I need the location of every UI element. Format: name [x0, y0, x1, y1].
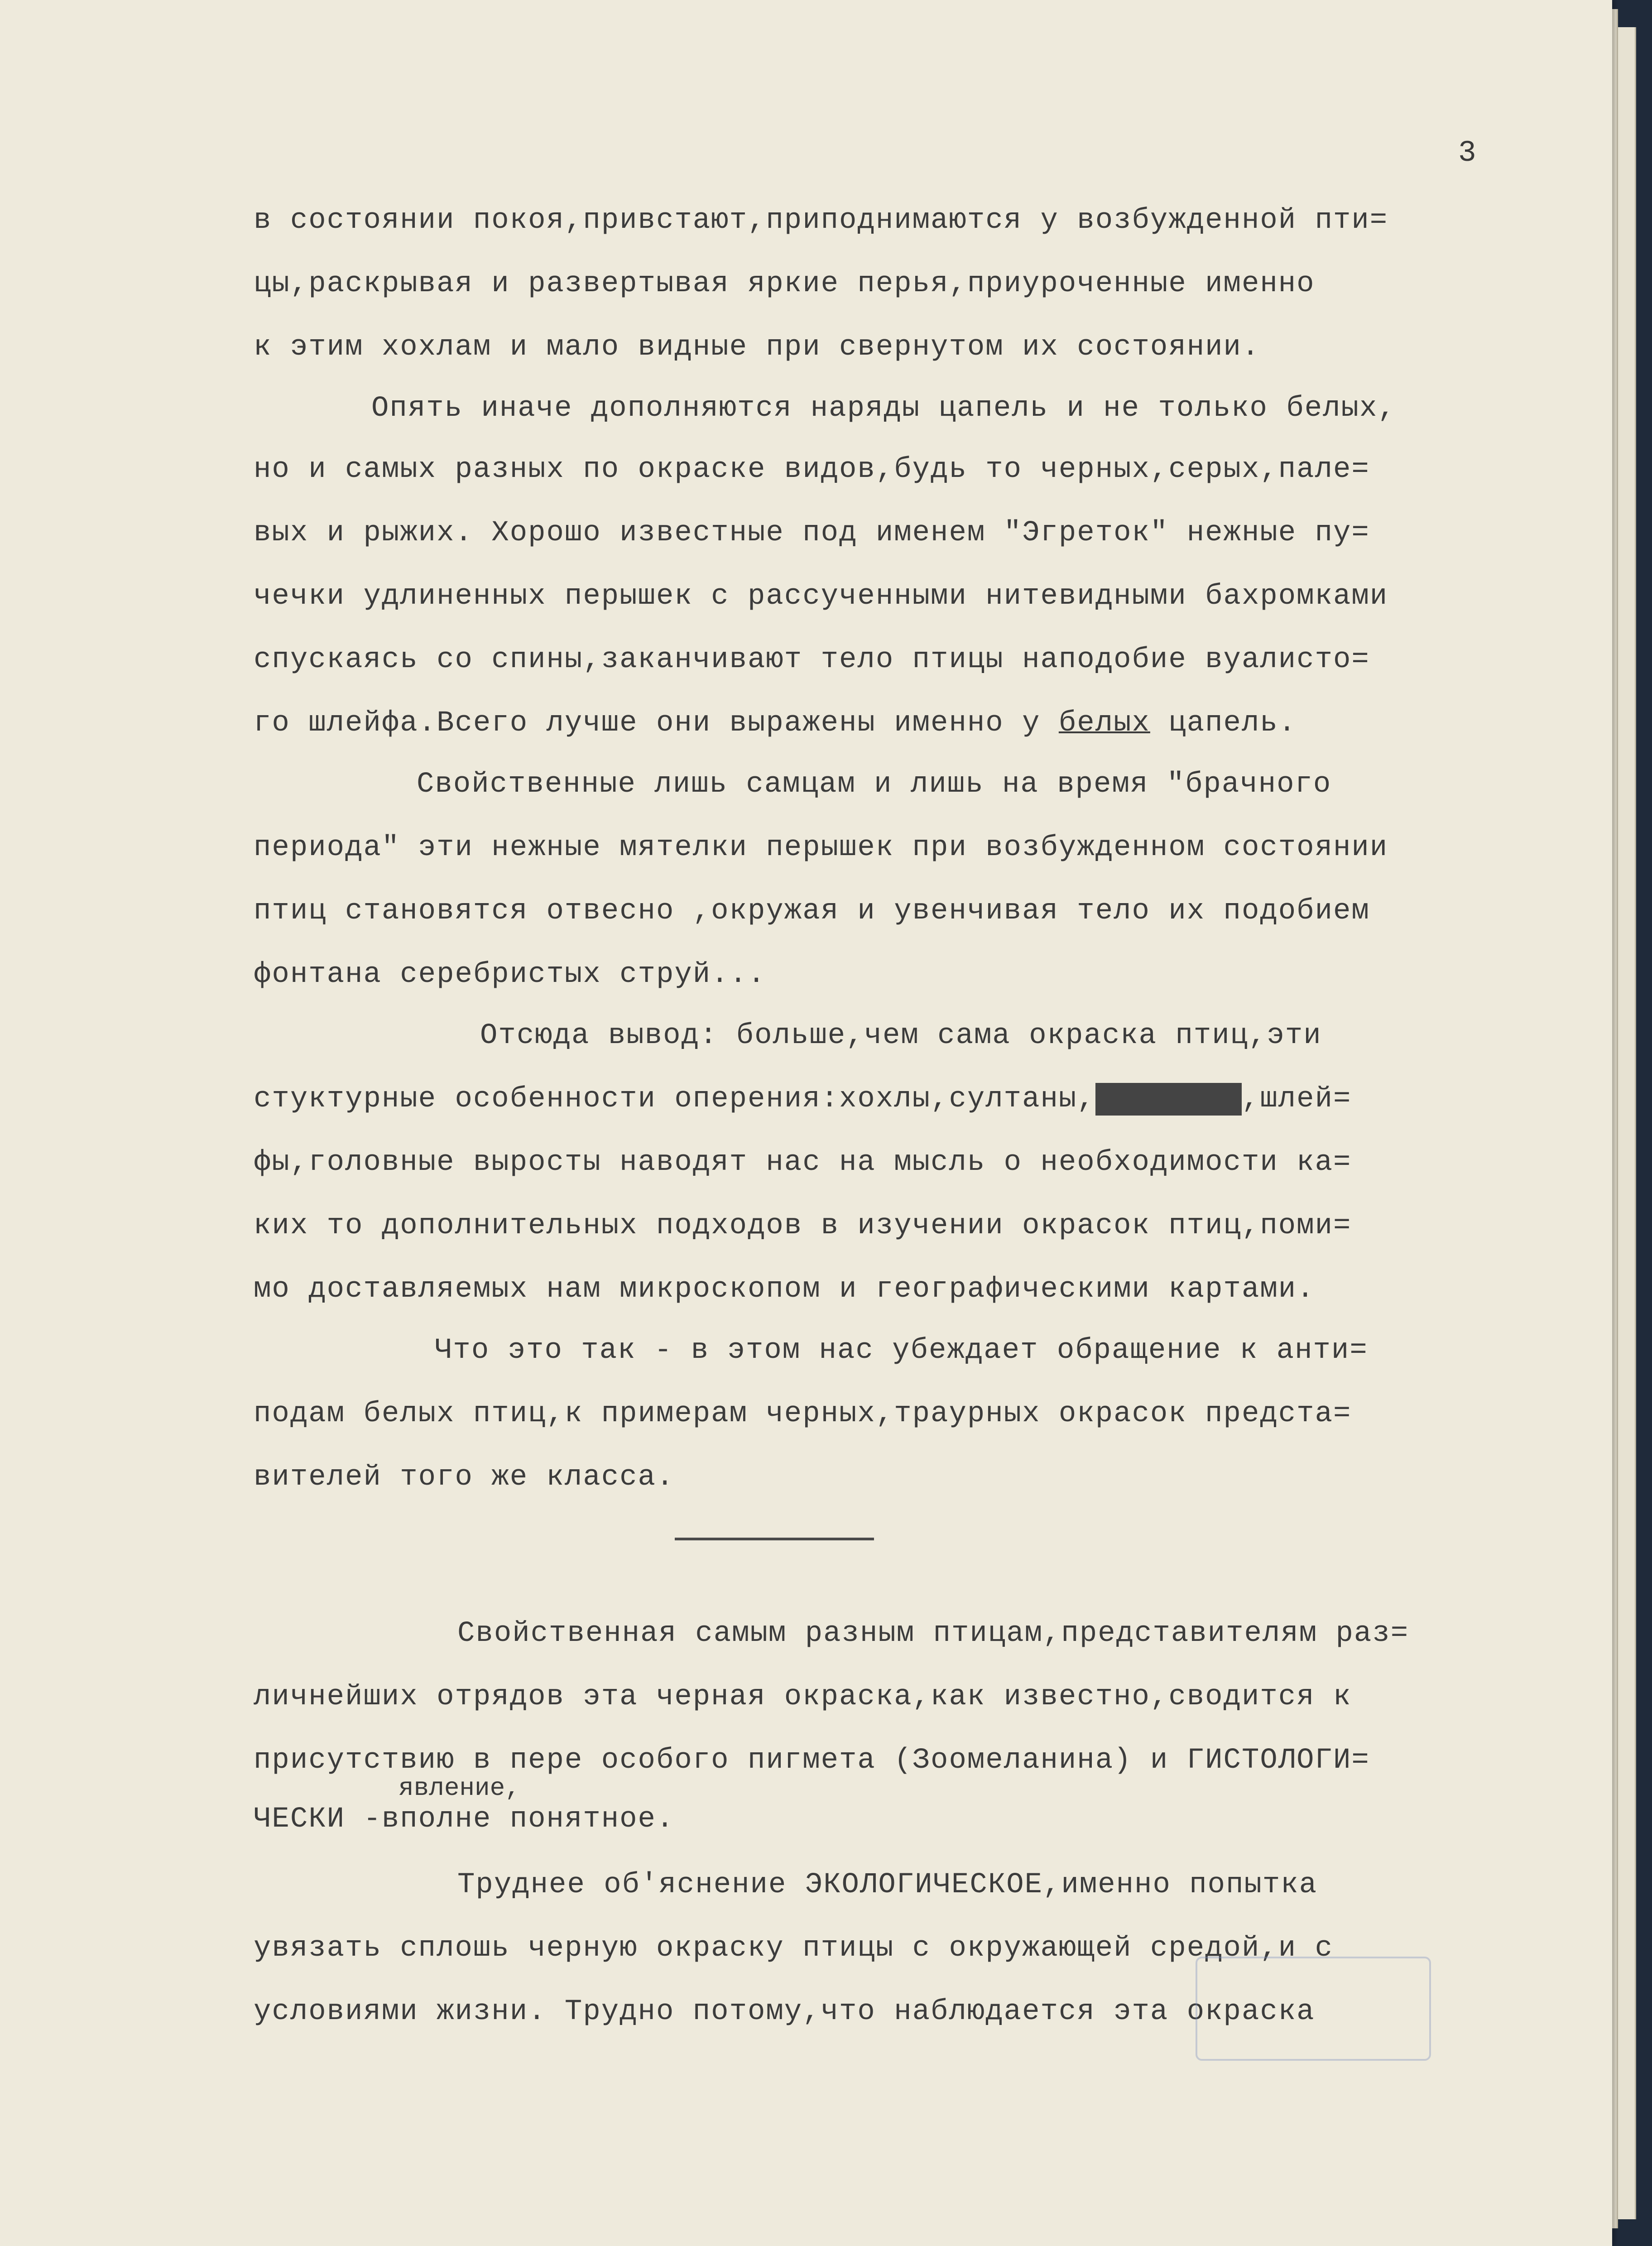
text-line-24: присутствию в пере особого пигмета (Зоомеланина) и ГИСТОЛОГИ=	[254, 1744, 1370, 1777]
text-line-11: периода" эти нежные мятелки перышек при возбужденном состоянии	[254, 832, 1388, 864]
section-separator	[675, 1538, 874, 1540]
text-line-28: условиями жизни. Трудно потому,что наблюдается эта окраска	[254, 1996, 1315, 2028]
text-line-6: вых и рыжих. Хорошо известные под именем "Эгреток" нежные пу=	[254, 517, 1370, 549]
struck-word: шлейфами	[1095, 1083, 1242, 1116]
text-line-13: фонтана серебристых струй...	[254, 958, 766, 991]
text-line-22: Свойственная самым разным птицам,представителям раз=	[457, 1617, 1409, 1650]
archive-stamp	[1196, 1957, 1431, 2061]
text-line-15-start: стуктурные особенности оперения:хохлы,султаны,	[254, 1083, 1095, 1116]
text-line-9-end: цапель.	[1150, 707, 1297, 740]
text-line-23: личнейших отрядов эта черная окраска,как известно,сводится к	[254, 1681, 1352, 1713]
text-line-15	[254, 1085, 1351, 1114]
underlined-word: белых	[1058, 707, 1150, 740]
text-line-15-end: ,шлей=	[1241, 1083, 1352, 1116]
text-line-16: фы,головные выросты наводят нас на мысль о необходимости ка=	[254, 1146, 1352, 1179]
text-line-10: Свойственные лишь самцам и лишь на время "брачного	[417, 768, 1332, 801]
text-line-25: ЧЕСКИ -вполне понятное.	[254, 1803, 675, 1836]
text-line-18: мо доставляемых нам микроскопом и географическими картами.	[254, 1273, 1315, 1306]
interlinear-insert: явление,	[399, 1774, 520, 1803]
text-line-9	[254, 709, 1297, 738]
text-line-8: спускаясь со спины,заканчивают тело птицы наподобие вуалисто=	[254, 644, 1370, 676]
text-line-27: увязать сплошь черную окраску птицы с окружающей средой,и с	[254, 1932, 1333, 1965]
text-line-12: птиц становятся отвесно ,окружая и увенчивая тело их подобием	[254, 895, 1370, 928]
text-line-3: к этим хохлам и мало видные при свернутом их состоянии.	[254, 331, 1260, 364]
text-line-19: Что это так - в этом нас убеждает обращение к анти=	[435, 1334, 1368, 1367]
text-line-20: подам белых птиц,к примерам черных,траурных окрасок предста=	[254, 1398, 1352, 1430]
text-line-5: но и самых разных по окраске видов,будь то черных,серых,пале=	[254, 453, 1370, 486]
text-line-9-start: го шлейфа.Всего лучше они выражены именно у	[254, 707, 1041, 740]
text-line-2: цы,раскрывая и развертывая яркие перья,приуроченные именно	[254, 268, 1315, 300]
text-line-21: вителей того же класса.	[254, 1461, 675, 1494]
text-line-26: Труднее об'яснение ЭКОЛОГИЧЕСКОЕ,именно попытка	[457, 1869, 1318, 1901]
text-line-1: в состоянии покоя,привстают,приподнимаются у возбужденной пти=	[254, 204, 1388, 237]
text-line-4: Опять иначе дополняются наряды цапель и не только белых,	[371, 392, 1396, 425]
text-line-7: чечки удлиненных перышек с рассученными нитевидными бахромками	[254, 580, 1388, 613]
page-number: 3	[1458, 136, 1476, 170]
text-line-14: Отсюда вывод: больше,чем сама окраска птиц,эти	[480, 1020, 1322, 1052]
text-line-17: ких то дополнительных подходов в изучении окрасок птиц,поми=	[254, 1210, 1352, 1242]
